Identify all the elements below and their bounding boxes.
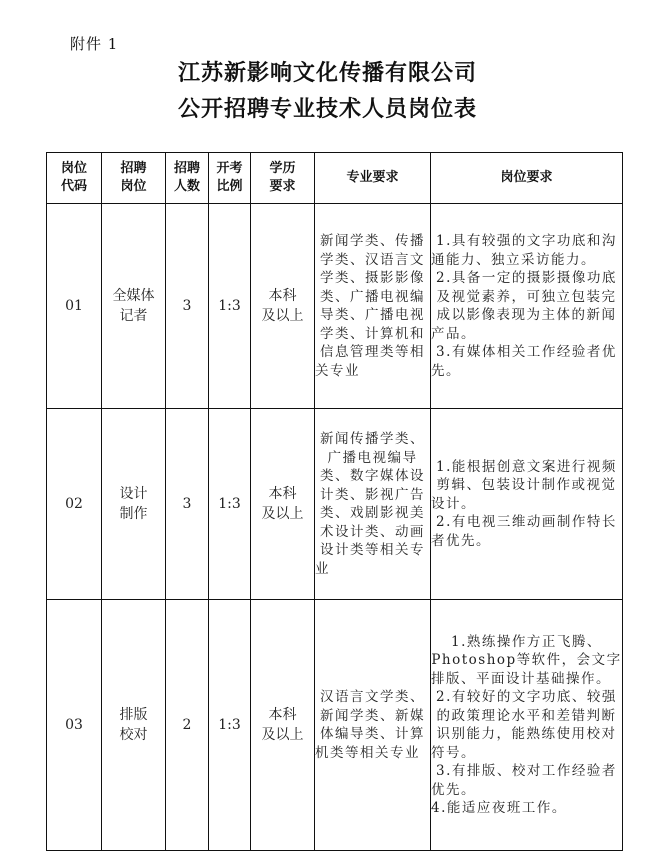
table-row <box>47 409 623 600</box>
requirement-item: 1.具有较强的文字功底和沟通能力、独立采访能力。 <box>431 233 617 268</box>
position-name: 设计 制作 <box>102 409 166 600</box>
education: 本科 及以上 <box>251 600 315 851</box>
requirement-item: 2.具备一定的摄影摄像功底及视觉素养，可独立包装完成以影像表现为主体的新闻产品。 <box>431 270 617 342</box>
document-title-line-2: 公开招聘专业技术人员岗位表 <box>177 97 477 122</box>
header-requirements: 岗位要求 <box>431 153 623 204</box>
table-row <box>47 600 623 851</box>
position-code: 02 <box>47 409 102 600</box>
document-title-line-1: 江苏新影响文化传播有限公司 <box>177 61 477 86</box>
headcount: 3 <box>166 204 209 409</box>
requirement-item: 4.能适应夜班工作。 <box>431 800 567 816</box>
attachment-label: 附件 1 <box>70 35 119 53</box>
table-header-row <box>47 153 623 204</box>
position-name: 全媒体 记者 <box>102 204 166 409</box>
exam-ratio: 1:3 <box>209 204 251 409</box>
requirement-item: 1.能根据创意文案进行视频剪辑、包装设计制作或视觉设计。 <box>431 458 617 512</box>
header-major: 专业要求 <box>315 153 431 204</box>
requirement-item: 1.熟练操作方正飞腾、Photoshop等软件，会文字排版、平面设计基础操作。 <box>431 633 622 687</box>
exam-ratio: 1:3 <box>209 409 251 600</box>
education: 本科 及以上 <box>251 409 315 600</box>
header-position-code: 岗位 代码 <box>47 153 102 204</box>
headcount: 2 <box>166 600 209 851</box>
job-requirements <box>431 600 623 851</box>
major-requirement: 新闻学类、传播学类、汉语言文学类、摄影影像类、广播电视编导类、广播电视学类、计算机和信息管理类等相关专业 <box>315 204 431 409</box>
job-requirements <box>431 204 623 409</box>
requirement-item: 3.有媒体相关工作经验者优先。 <box>431 344 617 379</box>
job-positions-table <box>46 152 623 851</box>
position-code: 01 <box>47 204 102 409</box>
header-position-name: 招聘 岗位 <box>102 153 166 204</box>
education: 本科 及以上 <box>251 204 315 409</box>
header-education: 学历 要求 <box>251 153 315 204</box>
major-requirement: 汉语言文学类、新闻学类、新媒体编导类、计算机类等相关专业 <box>315 600 431 851</box>
position-code: 03 <box>47 600 102 851</box>
table-row <box>47 204 623 409</box>
exam-ratio: 1:3 <box>209 600 251 851</box>
headcount: 3 <box>166 409 209 600</box>
header-headcount: 招聘 人数 <box>166 153 209 204</box>
position-name: 排版 校对 <box>102 600 166 851</box>
job-requirements <box>431 409 623 600</box>
major-requirement: 新闻传播学类、广播电视编导类、数字媒体设计类、影视广告类、戏剧影视美术设计类、动画设计类等相关专业 <box>315 409 431 600</box>
header-exam-ratio: 开考 比例 <box>209 153 251 204</box>
requirement-item: 3.有排版、校对工作经验者优先。 <box>431 763 617 798</box>
requirement-item: 2.有较好的文字功底、较强的政策理论水平和差错判断识别能力，能熟练使用校对符号。 <box>431 689 617 761</box>
requirement-item: 2.有电视三维动画制作特长者优先。 <box>431 514 617 549</box>
